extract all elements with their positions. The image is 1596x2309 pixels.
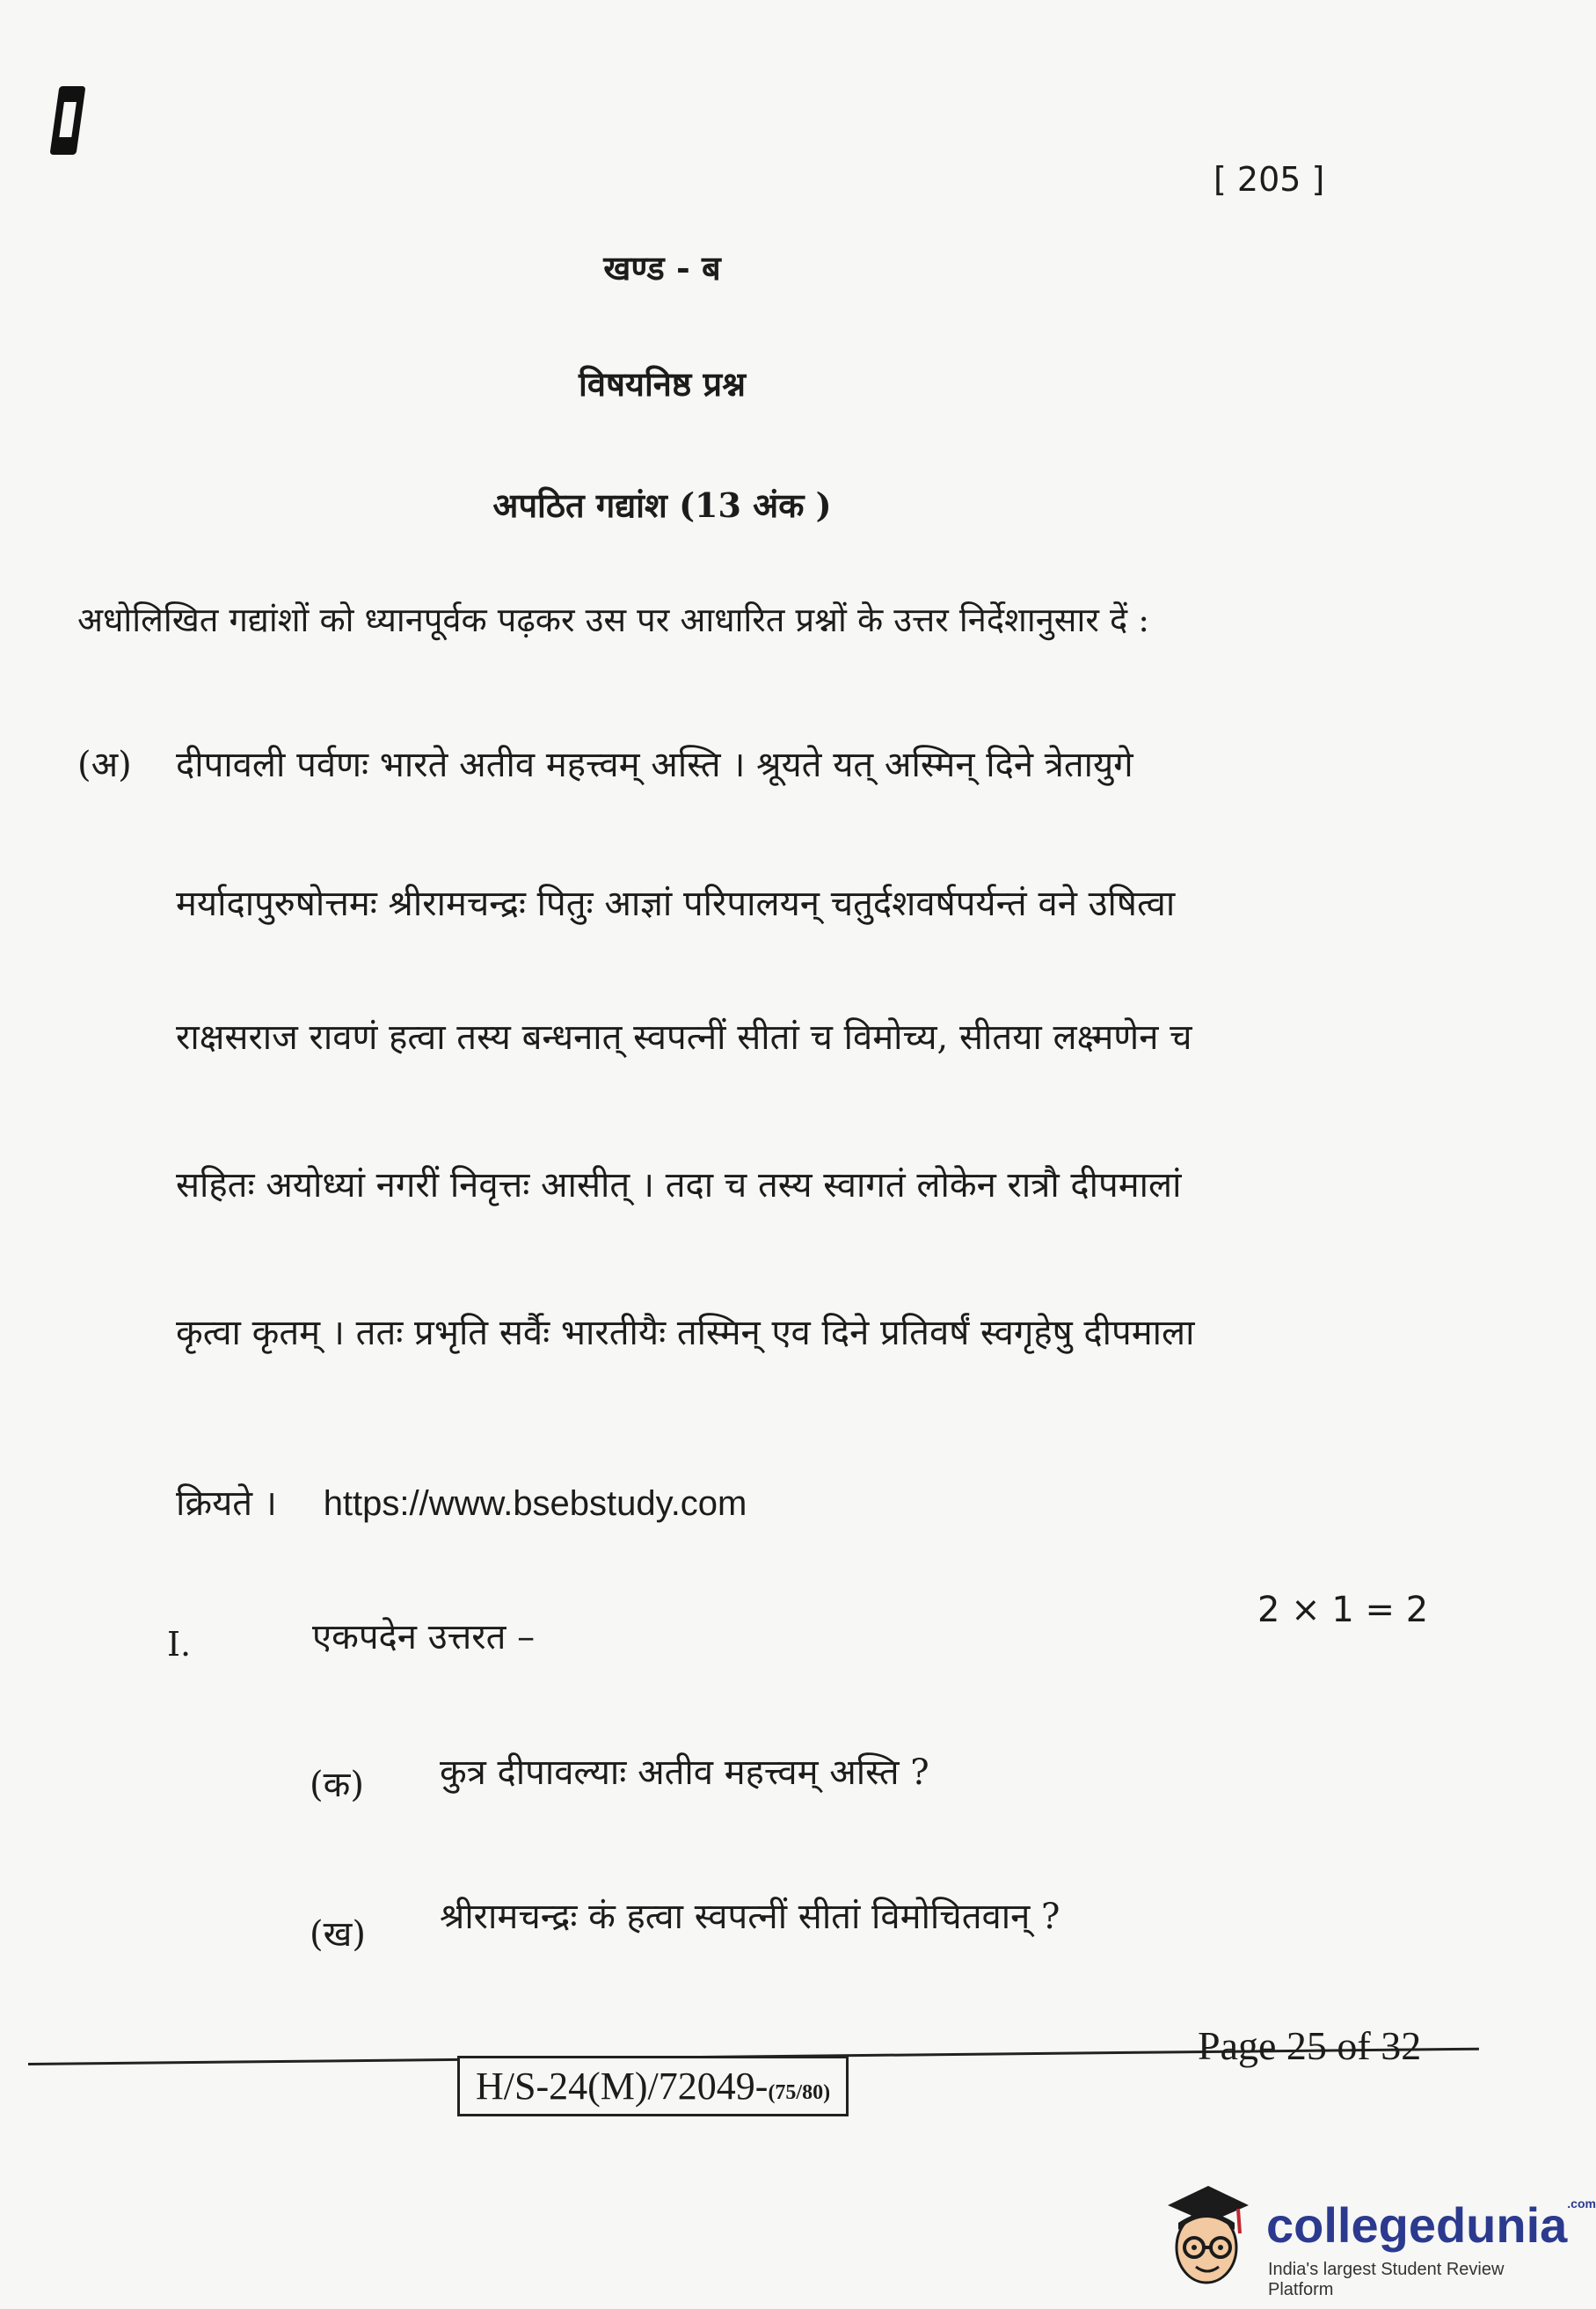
collegedunia-logo[interactable] bbox=[1152, 2172, 1596, 2304]
page-number: [ 205 ] bbox=[1213, 160, 1325, 199]
source-url[interactable]: https://www.bsebstudy.com bbox=[323, 1484, 747, 1523]
logo-tagline: India's largest Student Review Platform bbox=[1268, 2260, 1505, 2299]
passage-line: राक्षसराज रावणं हत्वा तस्य बन्धनात् स्वपत्नीं सीतां च विमोच्य, सीतया लक्ष्मणेन च bbox=[176, 1017, 1192, 1058]
passage-last-line bbox=[176, 1477, 747, 1526]
page-indicator: Page 25 of 32 bbox=[1198, 2023, 1422, 2068]
sub-question-text: कुत्र दीपावल्याः अतीव महत्त्वम् अस्ति ? bbox=[440, 1752, 929, 1793]
page-corner-mark bbox=[50, 86, 86, 155]
student-mascot-icon bbox=[1157, 2179, 1254, 2293]
paper-code: H/S-24(M)/72049- bbox=[476, 2065, 769, 2108]
passage-label: (अ) bbox=[77, 745, 132, 785]
passage-title: अपठित गद्यांश (13 अंक ) bbox=[492, 485, 832, 525]
instruction-text: अधोलिखित गद्यांशों को ध्यानपूर्वक पढ़कर उस पर आधारित प्रश्नों के उत्तर निर्देशानुसार दें : bbox=[77, 601, 1150, 639]
section-heading: खण्ड - ब bbox=[603, 248, 721, 288]
sub-question-label: (क) bbox=[310, 1765, 364, 1805]
passage-line: सहितः अयोध्यां नगरीं निवृत्तः आसीत् । तदा च तस्य स्वागतं लोकेन रात्रौ दीपमालां bbox=[176, 1165, 1182, 1205]
passage-line: क्रियते । bbox=[176, 1483, 277, 1524]
sub-question-text: श्रीरामचन्द्रः कं हत्वा स्वपत्नीं सीतां विमोचितवान् ? bbox=[440, 1897, 1060, 1937]
paper-code-box bbox=[457, 2056, 849, 2116]
paper-code-suffix: (75/80) bbox=[768, 2081, 831, 2104]
passage-line: कृत्वा कृतम् । ततः प्रभृति सर्वैः भारतीयैः तस्मिन् एव दिने प्रतिवर्षं स्वगृहेषु दीपमाला bbox=[176, 1313, 1195, 1353]
passage-line: मर्यादापुरुषोत्तमः श्रीरामचन्द्रः पितुः आज्ञां परिपालयन् चतुर्दशवर्षपर्यन्तं वने उषित्वा bbox=[176, 884, 1176, 924]
question-number: I. bbox=[167, 1625, 192, 1664]
logo-name: collegedunia bbox=[1266, 2197, 1568, 2253]
subtitle: विषयनिष्ठ प्रश्न bbox=[578, 364, 746, 404]
marks-label: 2 × 1 = 2 bbox=[1257, 1590, 1429, 1630]
passage-line: दीपावली पर्वणः भारते अतीव महत्त्वम् अस्ति । श्रूयते यत् अस्मिन् दिने त्रेतायुगे bbox=[176, 745, 1133, 785]
logo-suffix: .com bbox=[1567, 2196, 1596, 2211]
sub-question-label: (ख) bbox=[310, 1914, 366, 1955]
question-instruction: एकपदेन उत्तरत – bbox=[312, 1617, 536, 1657]
